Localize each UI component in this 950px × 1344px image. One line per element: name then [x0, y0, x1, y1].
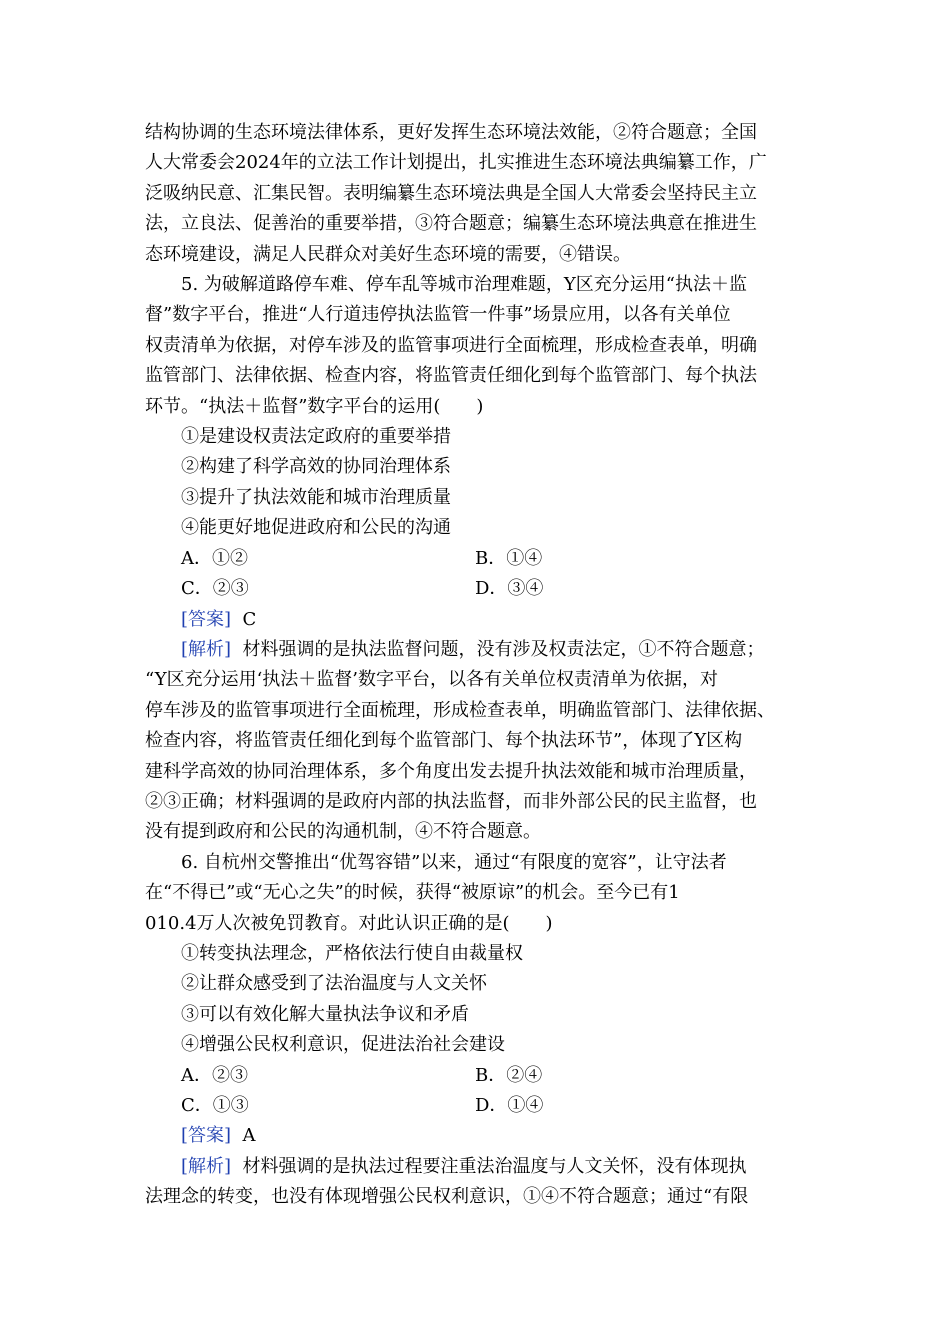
q5-choice-a: A．①② — [181, 547, 248, 569]
q5-option-1: ①是建设权责法定政府的重要举措 — [181, 426, 451, 448]
q5-analysis-tag: [解析] — [181, 638, 232, 660]
question-6 — [145, 848, 807, 1213]
q6-answer-tag: [答案] — [181, 1125, 232, 1147]
q5-stem-line-4: 监管部门、法律依据、检查内容，将监管责任细化到每个监管部门、每个执法 — [145, 365, 757, 387]
q5-option-2: ②构建了科学高效的协同治理体系 — [181, 456, 451, 478]
q5-analysis-line-5: ②③正确；材料强调的是政府内部的执法监督，而非外部公民的民主监督，也 — [145, 790, 757, 812]
q6-stem-line-3: 010.4万人次被免罚教育。对此认识正确的是( ) — [145, 912, 553, 934]
q5-choice-b: B．①④ — [475, 547, 543, 569]
intro-line-4: 法，立良法、促善治的重要举措，③符合题意；编纂生态环境法典意在推进生 — [145, 213, 757, 235]
q5-analysis-line-6: 没有提到政府和公民的沟通机制，④不符合题意。 — [145, 821, 541, 843]
q6-analysis-tag: [解析] — [181, 1155, 232, 1177]
q5-answer-value: C — [242, 608, 257, 630]
q6-choices-row-2 — [145, 1091, 807, 1121]
q6-option-4: ④增强公民权利意识，促进法治社会建设 — [181, 1034, 505, 1056]
q5-choices-row-2 — [145, 574, 807, 604]
q5-analysis-line-1: “Y区充分运用‘执法＋监督’数字平台，以各有关单位权责清单为依据，对 — [145, 669, 719, 691]
q6-option-3: ③可以有效化解大量执法争议和矛盾 — [181, 1003, 469, 1025]
q5-analysis-first-line — [145, 635, 807, 665]
q5-choice-d: D．③④ — [475, 578, 544, 600]
q5-analysis-line-4: 建科学高效的协同治理体系，多个角度出发去提升执法效能和城市治理质量， — [145, 760, 757, 782]
q6-stem-line-1: 6. 自杭州交警推出“优驾容错”以来，通过“有限度的宽容”，让守法者 — [181, 851, 727, 873]
intro-line-3: 泛吸纳民意、汇集民智。表明编纂生态环境法典是全国人大常委会坚持民主立 — [145, 182, 757, 204]
q6-answer-value: A — [242, 1125, 256, 1147]
intro-line-1: 结构协调的生态环境法律体系，更好发挥生态环境法效能，②符合题意；全国 — [145, 122, 757, 143]
q6-answer — [145, 1121, 807, 1151]
q5-answer-tag: [答案] — [181, 608, 232, 630]
q5-choice-c: C．②③ — [181, 578, 249, 600]
q6-choice-b: B．②④ — [475, 1064, 543, 1086]
question-5 — [145, 270, 807, 848]
intro-line-5: 态环境建设，满足人民群众对美好生态环境的需要，④错误。 — [145, 243, 631, 265]
q6-option-1: ①转变执法理念，严格依法行使自由裁量权 — [181, 942, 523, 964]
q6-analysis-first-text: 材料强调的是执法过程要注重法治温度与人文关怀，没有体现执 — [242, 1155, 747, 1177]
q5-option-4: ④能更好地促进政府和公民的沟通 — [181, 517, 451, 539]
q5-analysis-line-3: 检查内容，将监管责任细化到每个监管部门、每个执法环节”，体现了Y区构 — [145, 730, 743, 752]
document-page — [145, 118, 807, 1213]
q5-stem-line-3: 权责清单为依据，对停车涉及的监管事项进行全面梳理，形成检查表单，明确 — [145, 334, 757, 356]
q5-stem-line-1: 5. 为破解道路停车难、停车乱等城市治理难题，Y区充分运用“执法＋监 — [181, 274, 747, 296]
q6-analysis-first-line — [145, 1152, 807, 1182]
q6-choice-c: C．①③ — [181, 1095, 249, 1116]
q6-option-2: ②让群众感受到了法治温度与人文关怀 — [181, 973, 487, 995]
q5-option-3: ③提升了执法效能和城市治理质量 — [181, 486, 451, 508]
q5-choices-row-1 — [145, 544, 807, 574]
q5-analysis-line-2: 停车涉及的监管事项进行全面梳理，形成检查表单，明确监管部门、法律依据、 — [145, 699, 775, 721]
q5-analysis-first-text: 材料强调的是执法监督问题，没有涉及权责法定，①不符合题意； — [242, 638, 765, 660]
intro-line-2: 人大常委会2024年的立法工作计划提出，扎实推进生态环境法典编纂工作，广 — [145, 152, 767, 174]
q6-analysis-line-1: 法理念的转变，也没有体现增强公民权利意识，①④不符合题意；通过“有限 — [145, 1186, 749, 1208]
q6-choice-d: D．①④ — [475, 1095, 544, 1116]
q5-answer — [145, 605, 807, 635]
q6-stem-line-2: 在“不得已”或“无心之失”的时候，获得“被原谅”的机会。至今已有1 — [145, 882, 680, 904]
q6-choice-a: A．②③ — [181, 1064, 248, 1086]
q5-stem-line-5: 环节。“执法＋监督”数字平台的运用( ) — [145, 395, 484, 417]
q6-choices-row-1 — [145, 1061, 807, 1091]
q5-stem-line-2: 督”数字平台，推进“人行道违停执法监管一件事”场景应用，以各有关单位 — [145, 304, 731, 326]
